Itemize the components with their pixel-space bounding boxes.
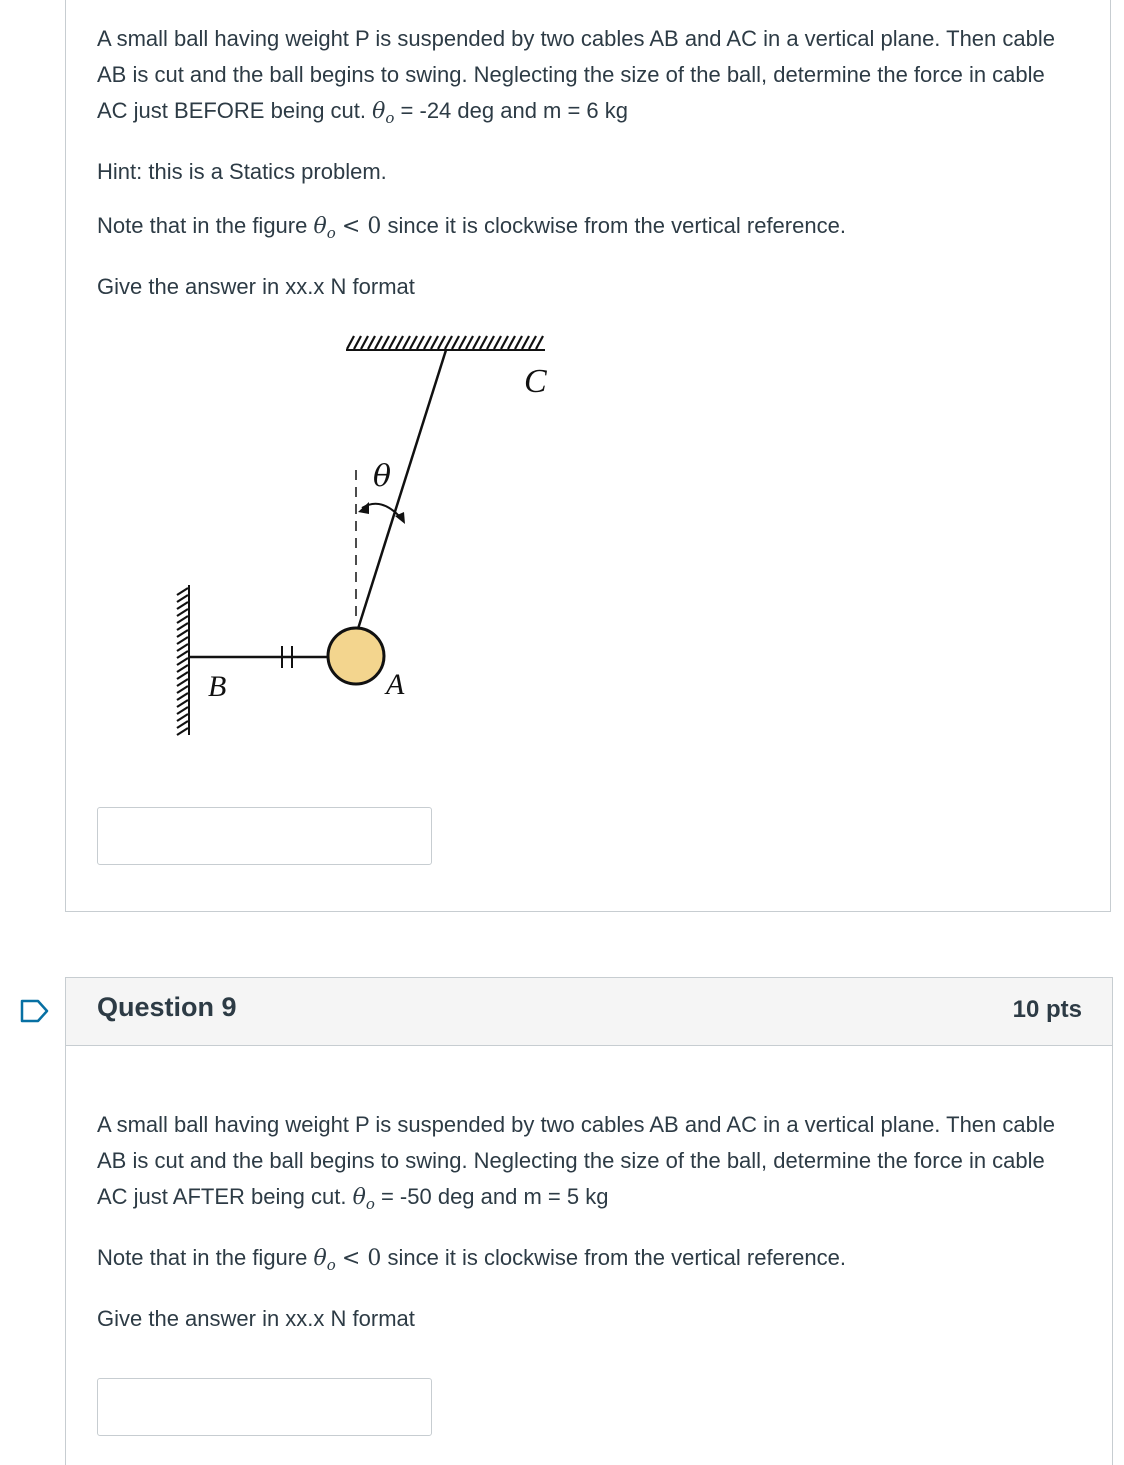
q8-text: [97, 21, 1077, 305]
q8-answer-input[interactable]: [97, 807, 432, 865]
q8-theta-symbol: $\theta_o$: [372, 99, 395, 127]
q8-para1-text: A small ball having weight P is suspended by two cables AB and AC in a vertical plane. Then cable AB is cut and the ball begins to swing. Neglecting the size of the ball, determine the force in cable AC just BEFORE being cut.: [97, 26, 1055, 123]
label-a: A: [386, 668, 405, 701]
flag-question-icon[interactable]: [20, 998, 50, 1024]
q9-points: 10 pts: [1012, 996, 1082, 1023]
q9-theta-symbol: $\theta_o$: [352, 1185, 375, 1213]
label-theta: θ: [373, 459, 392, 494]
q9-answer-input[interactable]: [97, 1378, 432, 1436]
ceiling-support: [346, 336, 545, 350]
q8-format: Give the answer in xx.x N format: [97, 274, 415, 299]
q9-title: Question 9: [97, 992, 237, 1022]
wall-support: [177, 585, 189, 735]
question-8-body: [65, 0, 1111, 912]
label-b: B: [208, 670, 227, 703]
q8-paragraph-1: [97, 21, 1077, 136]
label-c: C: [524, 363, 547, 400]
q9-paragraph-1: [97, 1107, 1077, 1222]
q8-para1-values: = -24 deg and m = 6 kg: [400, 98, 629, 123]
q9-text: [97, 1107, 1077, 1337]
q8-hint: Hint: this is a Statics problem.: [97, 159, 387, 184]
cable-ac: [357, 350, 446, 632]
question-9-header: [65, 977, 1113, 1046]
ball: [328, 628, 384, 684]
q8-note: Note that in the figure $\theta_o < 0$ since it is clockwise from the vertical reference.: [97, 213, 846, 242]
q9-para1-text: A small ball having weight P is suspended by two cables AB and AC in a vertical plane. Then cable AB is cut and the ball begins to swing. Neglecting the size of the ball, determine the force in cable AC just AFTER being cut.: [97, 1112, 1055, 1209]
q9-format: Give the answer in xx.x N format: [97, 1306, 415, 1331]
q9-note: Note that in the figure $\theta_o < 0$ since it is clockwise from the vertical reference.: [97, 1245, 846, 1274]
pendulum-figure: [111, 320, 551, 740]
q9-para1-values: = -50 deg and m = 5 kg: [380, 1184, 609, 1209]
question-9-body: [65, 1045, 1113, 1465]
theta-arrowhead-left: [358, 502, 369, 514]
